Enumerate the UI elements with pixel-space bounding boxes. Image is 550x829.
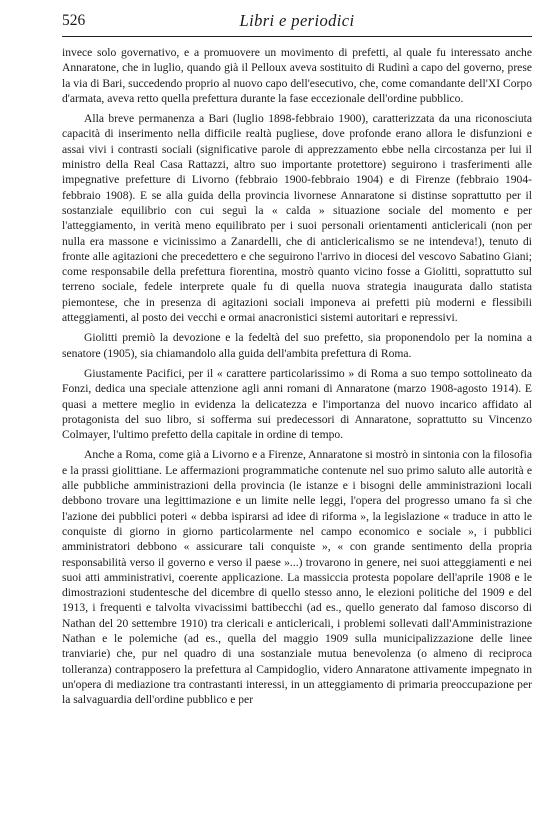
running-head: Libri e periodici: [239, 11, 355, 30]
paragraph-continuation: invece solo governativo, e a promuovere un movimento di prefetti, al quale fu interessato anche Annaratone, che in luglio, quando già il Pelloux aveva sostituito di Rudinì a capo del governo, prese la via di Bari, succedendo proprio al nuovo capo dell'esecutivo, che, come comandante dell'XI Corpo d'armata, aveva retto quella prefettura durante la fase eccezionale dell'ordine pubblico.: [62, 46, 532, 105]
page-header: [62, 8, 532, 37]
paragraph: Anche a Roma, come già a Livorno e a Firenze, Annaratone si mostrò in sintonia con la filosofia e la prassi giolittiane. Le affermazioni programmatiche contenute nel suo primo saluto alle autorità e alle pubbliche amministrazioni della provincia (le istanze e i bisogni delle amministrazioni locali debbono trovare una legittimazione e un limite nelle leggi, l'opera del progresso umano fa sì che l'azione dei pubblici poteri « debba ispirarsi ad idee di riforma », la legislazione « traduce in atto le conquiste di giorno in giorno particolarmente nel campo economico e sociale », i pubblici amministratori debbono « assicurare tali conquiste », « con grande sentimento della propria responsabilità verso il governo e verso il paese »...) trovarono in genere, nei suoi atteggiamenti e nei suoi atti amministrativi, coerente applicazione. La massiccia protesta popolare dell'aprile 1908 e le dimostrazioni studentesche del dicembre di quello stesso anno, le elezioni politiche del 1909 e del 1913, i frequenti e talvolta vivacissimi battibecchi (ad es., quello generato dal famoso discorso di Nathan del 20 settembre 1910) tra clericali e anticlericali, i problemi sollevati dall'Amministrazione Nathan e le polemiche (ad es., quella del maggio 1909 sulla municipalizzazione delle linee tranviarie) che, pur nel quadro di una sostanziale mutua benevolenza (o almeno di reciproca tolleranza) contrapposero la prefettura al Campidoglio, videro Annaratone attivamente impegnato in un'opera di mediazione tra contrastanti interessi, in un atteggiamento di primaria preoccupazione per la salvaguardia dell'ordine pubblico e per: [62, 448, 532, 707]
paragraph: Alla breve permanenza a Bari (luglio 1898-febbraio 1900), caratterizzata da una riconosciuta capacità di inserimento nella difficile realtà pugliese, dove profonde erano allora le disfunzioni e assai vivi i contrasti sociali (significative parole di apprezzamento ebbe nella circostanza per lui il ministro della Real Casa Rattazzi, altro suo importante protettore) seguirono i trasferimenti alle impegnative prefetture di Livorno (febbraio 1900-febbraio 1904) e di Firenze (febbraio 1904-febbraio 1908). E se alla guida della provincia livornese Annaratone si distinse soprattutto per il sostanziale equilibrio con cui seguì la « calda » situazione sociale del momento e per l'atteggiamento, in verità meno equilibrato per i suoi personali orientamenti anticlericali (non per nulla era massone e vicinissimo a Zanardelli, che di anticlericalismo se ne intendeva!), tenuto di fronte alle agitazioni che precedettero e che seguirono l'arrivo in diocesi del vescovo Sabatino Giani; come responsabile della prefettura fiorentina, mostrò quanto vicino fosse a Giolitti, soprattutto sul terreno sociale, fedele interprete quale fu di quella nuova strategia inaugurata dallo statista piemontese, che in presenza di agitazioni sociali imponeva ai prefetti più moderni e flessibili atteggiamenti, al posto dei vecchi e ormai anacronistici sistemi autoritari e repressivi.: [62, 112, 532, 325]
document-page: [62, 8, 532, 712]
body-text: [62, 45, 532, 707]
paragraph: Giustamente Pacifici, per il « carattere particolarissimo » di Roma a suo tempo sottolineato da Fonzi, dedica una speciale attenzione agli anni romani di Annaratone (marzo 1908-agosto 1914). E quasi a mettere meglio in evidenza la delicatezza e l'importanza del nuovo incarico affidato al protagonista del suo libro, si sofferma sui predecessori di Annaratone, soprattutto su Vincenzo Colmayer, l'ultimo prefetto della capitale in ordine di tempo.: [62, 366, 532, 442]
paragraph: Giolitti premiò la devozione e la fedeltà del suo prefetto, sia proponendolo per la nomina a senatore (1905), sia chiamandolo alla guida dell'ambita prefettura di Roma.: [62, 331, 532, 360]
page-number: 526: [62, 12, 86, 29]
